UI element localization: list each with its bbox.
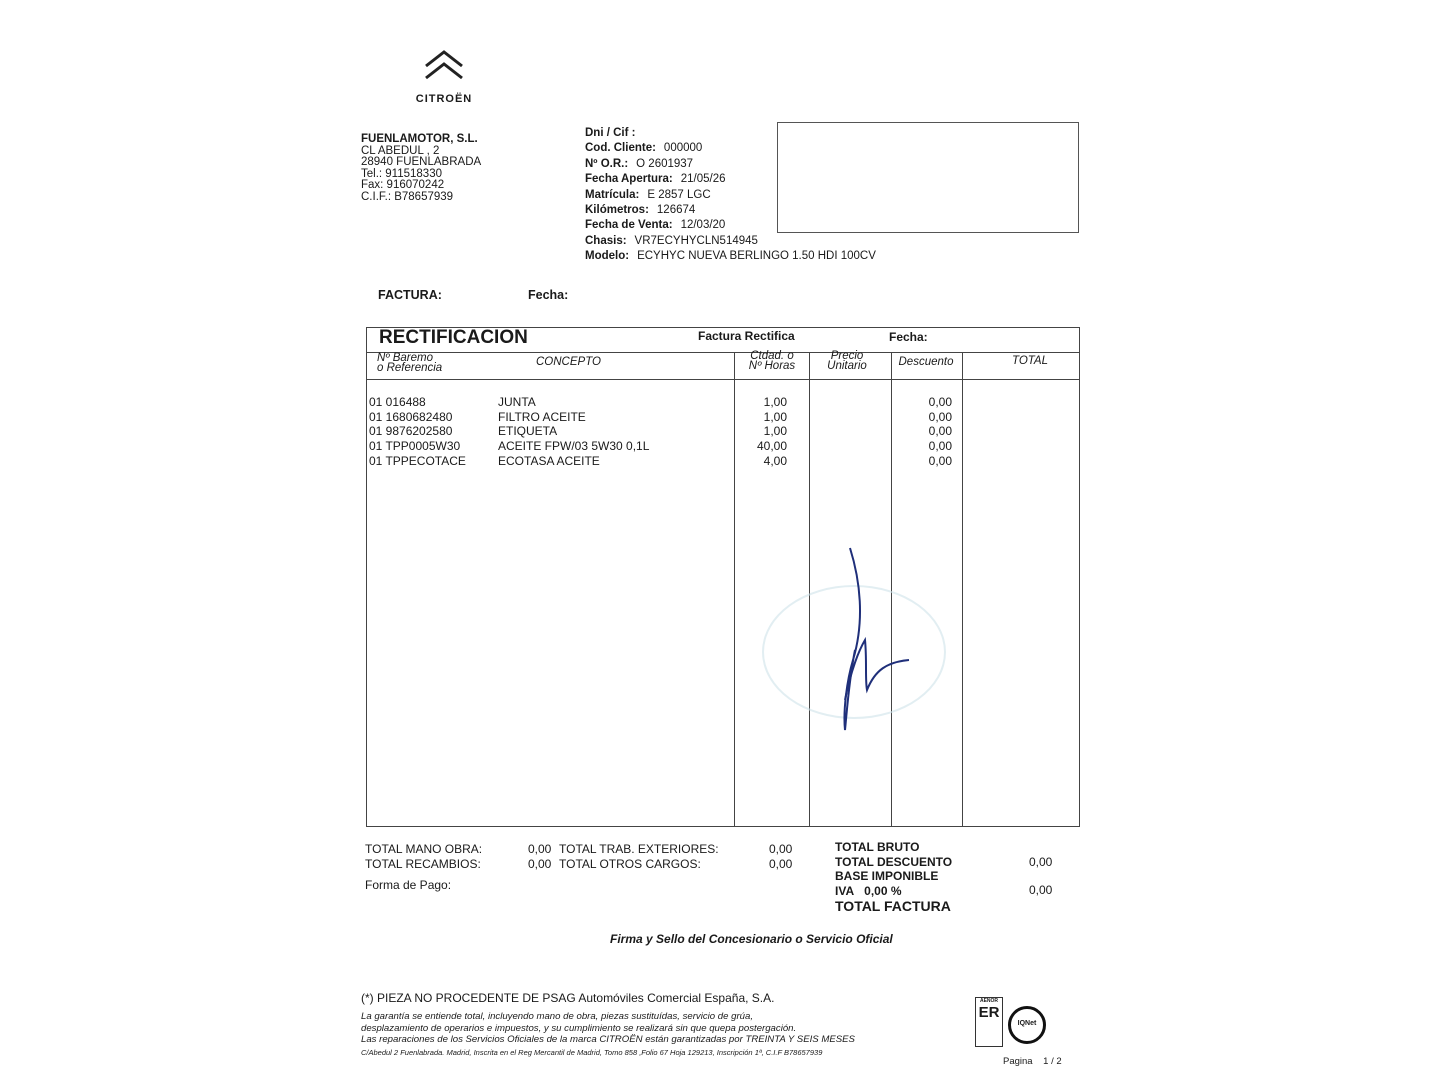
fecha-label: Fecha: — [528, 288, 569, 302]
pieza-notice: (*) PIEZA NO PROCEDENTE DE PSAG Automóviles Comercial España, S.A. — [361, 991, 775, 1005]
page-number: 1 / 2 — [1043, 1056, 1062, 1067]
company-line: Tel.: 911518330 — [361, 167, 442, 180]
invoice-table — [366, 327, 1080, 827]
column-cantidad — [740, 395, 787, 469]
column-divider — [809, 352, 810, 827]
mano-obra-label: TOTAL MANO OBRA: — [365, 842, 483, 856]
row-ref: 01 TPP0005W30 — [369, 439, 461, 454]
iva-pct: 0,00 % — [864, 883, 902, 898]
rectifica-fecha-label: Fecha: — [889, 330, 928, 344]
row-concepto: ECOTASA ACEITE — [498, 453, 600, 468]
table-title: RECTIFICACION — [379, 327, 528, 348]
factura-rectifica-label: Factura Rectifica — [698, 329, 795, 343]
column-descuento — [900, 395, 952, 469]
company-line: 28940 FUENLABRADA — [361, 156, 482, 169]
row-ref: 01 9876202580 — [369, 424, 453, 439]
vehicle-row: Modelo: ECYHYC NUEVA BERLINGO 1.50 HDI 100CV — [585, 250, 876, 263]
firma-sello-label: Firma y Sello del Concesionario o Servicio Oficial — [610, 932, 893, 946]
base-label: BASE IMPONIBLE — [835, 869, 939, 883]
row-concepto: FILTRO ACEITE — [498, 409, 586, 424]
row-concepto: ETIQUETA — [498, 424, 558, 439]
header-ref: Nº Baremo o Referencia — [377, 352, 443, 374]
vehicle-row: Fecha de Venta: 12/03/20 — [585, 219, 726, 232]
factura-label: FACTURA: — [378, 288, 442, 302]
header-bottom-line — [366, 379, 1080, 380]
row-cantidad: 1,00 — [763, 424, 787, 439]
header-total: TOTAL — [1012, 355, 1048, 367]
trab-ext-label: TOTAL TRAB. EXTERIORES: — [559, 842, 719, 856]
handwritten-signature — [815, 540, 915, 740]
otros-label: TOTAL OTROS CARGOS: — [559, 857, 701, 871]
iva-row: IVA 0,00 % — [835, 883, 902, 898]
header-precio: Precio Unitario — [827, 350, 867, 372]
row-cantidad: 40,00 — [756, 439, 787, 454]
iqnet-seal: IQNet — [1008, 1006, 1046, 1044]
column-ref — [369, 395, 466, 469]
page-indicator: Pagina 1 / 2 — [1003, 1056, 1062, 1067]
descuento-label: TOTAL DESCUENTO — [835, 854, 953, 869]
company-line: C.I.F.: B78657939 — [361, 190, 454, 203]
bruto-label: TOTAL BRUTO — [835, 840, 920, 854]
citroen-logo — [408, 48, 480, 105]
row-ref: 01 016488 — [369, 395, 426, 409]
recambios-value: 0,00 — [528, 857, 552, 871]
otros-value: 0,00 — [769, 857, 793, 871]
column-concepto — [498, 395, 649, 469]
header-top-line — [366, 352, 1080, 353]
vehicle-row: Chasis: VR7ECYHYCLN514945 — [585, 234, 758, 247]
row-cantidad: 4,00 — [763, 453, 787, 468]
row-descuento: 0,00 — [928, 424, 952, 439]
row-descuento: 0,00 — [928, 409, 952, 424]
company-line: Fax: 916070242 — [361, 179, 445, 192]
header-descuento: Descuento — [898, 356, 954, 368]
column-divider — [734, 352, 735, 827]
customer-address-box — [777, 122, 1079, 233]
totals-left-values — [528, 842, 551, 872]
row-descuento: 0,00 — [928, 439, 952, 454]
totals-right-labels — [835, 840, 952, 898]
company-block — [361, 134, 481, 204]
chevron-logo-icon — [422, 48, 466, 86]
header-concepto: CONCEPTO — [536, 356, 601, 368]
vehicle-row: Dni / Cif : — [585, 127, 636, 139]
recambios-label: TOTAL RECAMBIOS: — [365, 857, 481, 871]
column-divider — [962, 352, 963, 827]
vehicle-row: Cod. Cliente: 000000 — [585, 142, 703, 155]
header-cantidad: Ctdad. o Nº Horas — [748, 350, 796, 372]
total-factura-label: TOTAL FACTURA — [835, 898, 951, 914]
company-line: CL ABEDUL , 2 — [361, 144, 440, 157]
vehicle-row: Fecha Apertura: 21/05/26 — [585, 173, 726, 186]
row-descuento: 0,00 — [928, 395, 952, 409]
row-ref: 01 1680682480 — [369, 409, 453, 424]
company-name: FUENLAMOTOR, S.L. — [361, 133, 478, 145]
forma-pago-label: Forma de Pago: — [365, 878, 452, 892]
descuento-value: 0,00 — [1029, 855, 1053, 869]
brand-name: CITROËN — [415, 93, 473, 105]
registry-text: C/Abedul 2 Fuenlabrada. Madrid, Inscrita en el Reg Mercantil de Madrid, Tomo 858 ,Folio 67 Hoja 129213, Inscripción 1ª, C.I.F B78657939 — [361, 1048, 823, 1057]
vehicle-row: Nº O.R.: O 2601937 — [585, 157, 694, 170]
row-descuento: 0,00 — [928, 453, 952, 468]
vehicle-row: Kilómetros: 126674 — [585, 204, 696, 217]
totals-left-labels — [365, 842, 482, 872]
row-cantidad: 1,00 — [763, 395, 787, 409]
mano-obra-value: 0,00 — [528, 842, 552, 856]
iva-value: 0,00 — [1029, 883, 1053, 897]
row-concepto: ACEITE FPW/03 5W30 0,1L — [498, 439, 650, 454]
vehicle-row: Matrícula: E 2857 LGC — [585, 188, 711, 201]
row-concepto: JUNTA — [498, 395, 536, 409]
row-cantidad: 1,00 — [763, 409, 787, 424]
aenor-seal: AENOR ER — [975, 997, 1003, 1047]
guarantee-text: La garantía se entiende total, incluyendo mano de obra, piezas sustituídas, servicio de grúa, desplazamiento de operarios e impuestos, y su cumplimiento se realizará sin que quepa postergación. Las reparaciones de los Servicios Oficiales de la marca CITROËN están garantizadas por TREINTA Y SEIS MESES — [361, 1011, 855, 1045]
trab-ext-value: 0,00 — [769, 842, 793, 856]
totals-mid-values — [769, 842, 792, 872]
row-ref: 01 TPPECOTACE — [369, 453, 466, 468]
totals-mid-labels — [559, 842, 719, 872]
